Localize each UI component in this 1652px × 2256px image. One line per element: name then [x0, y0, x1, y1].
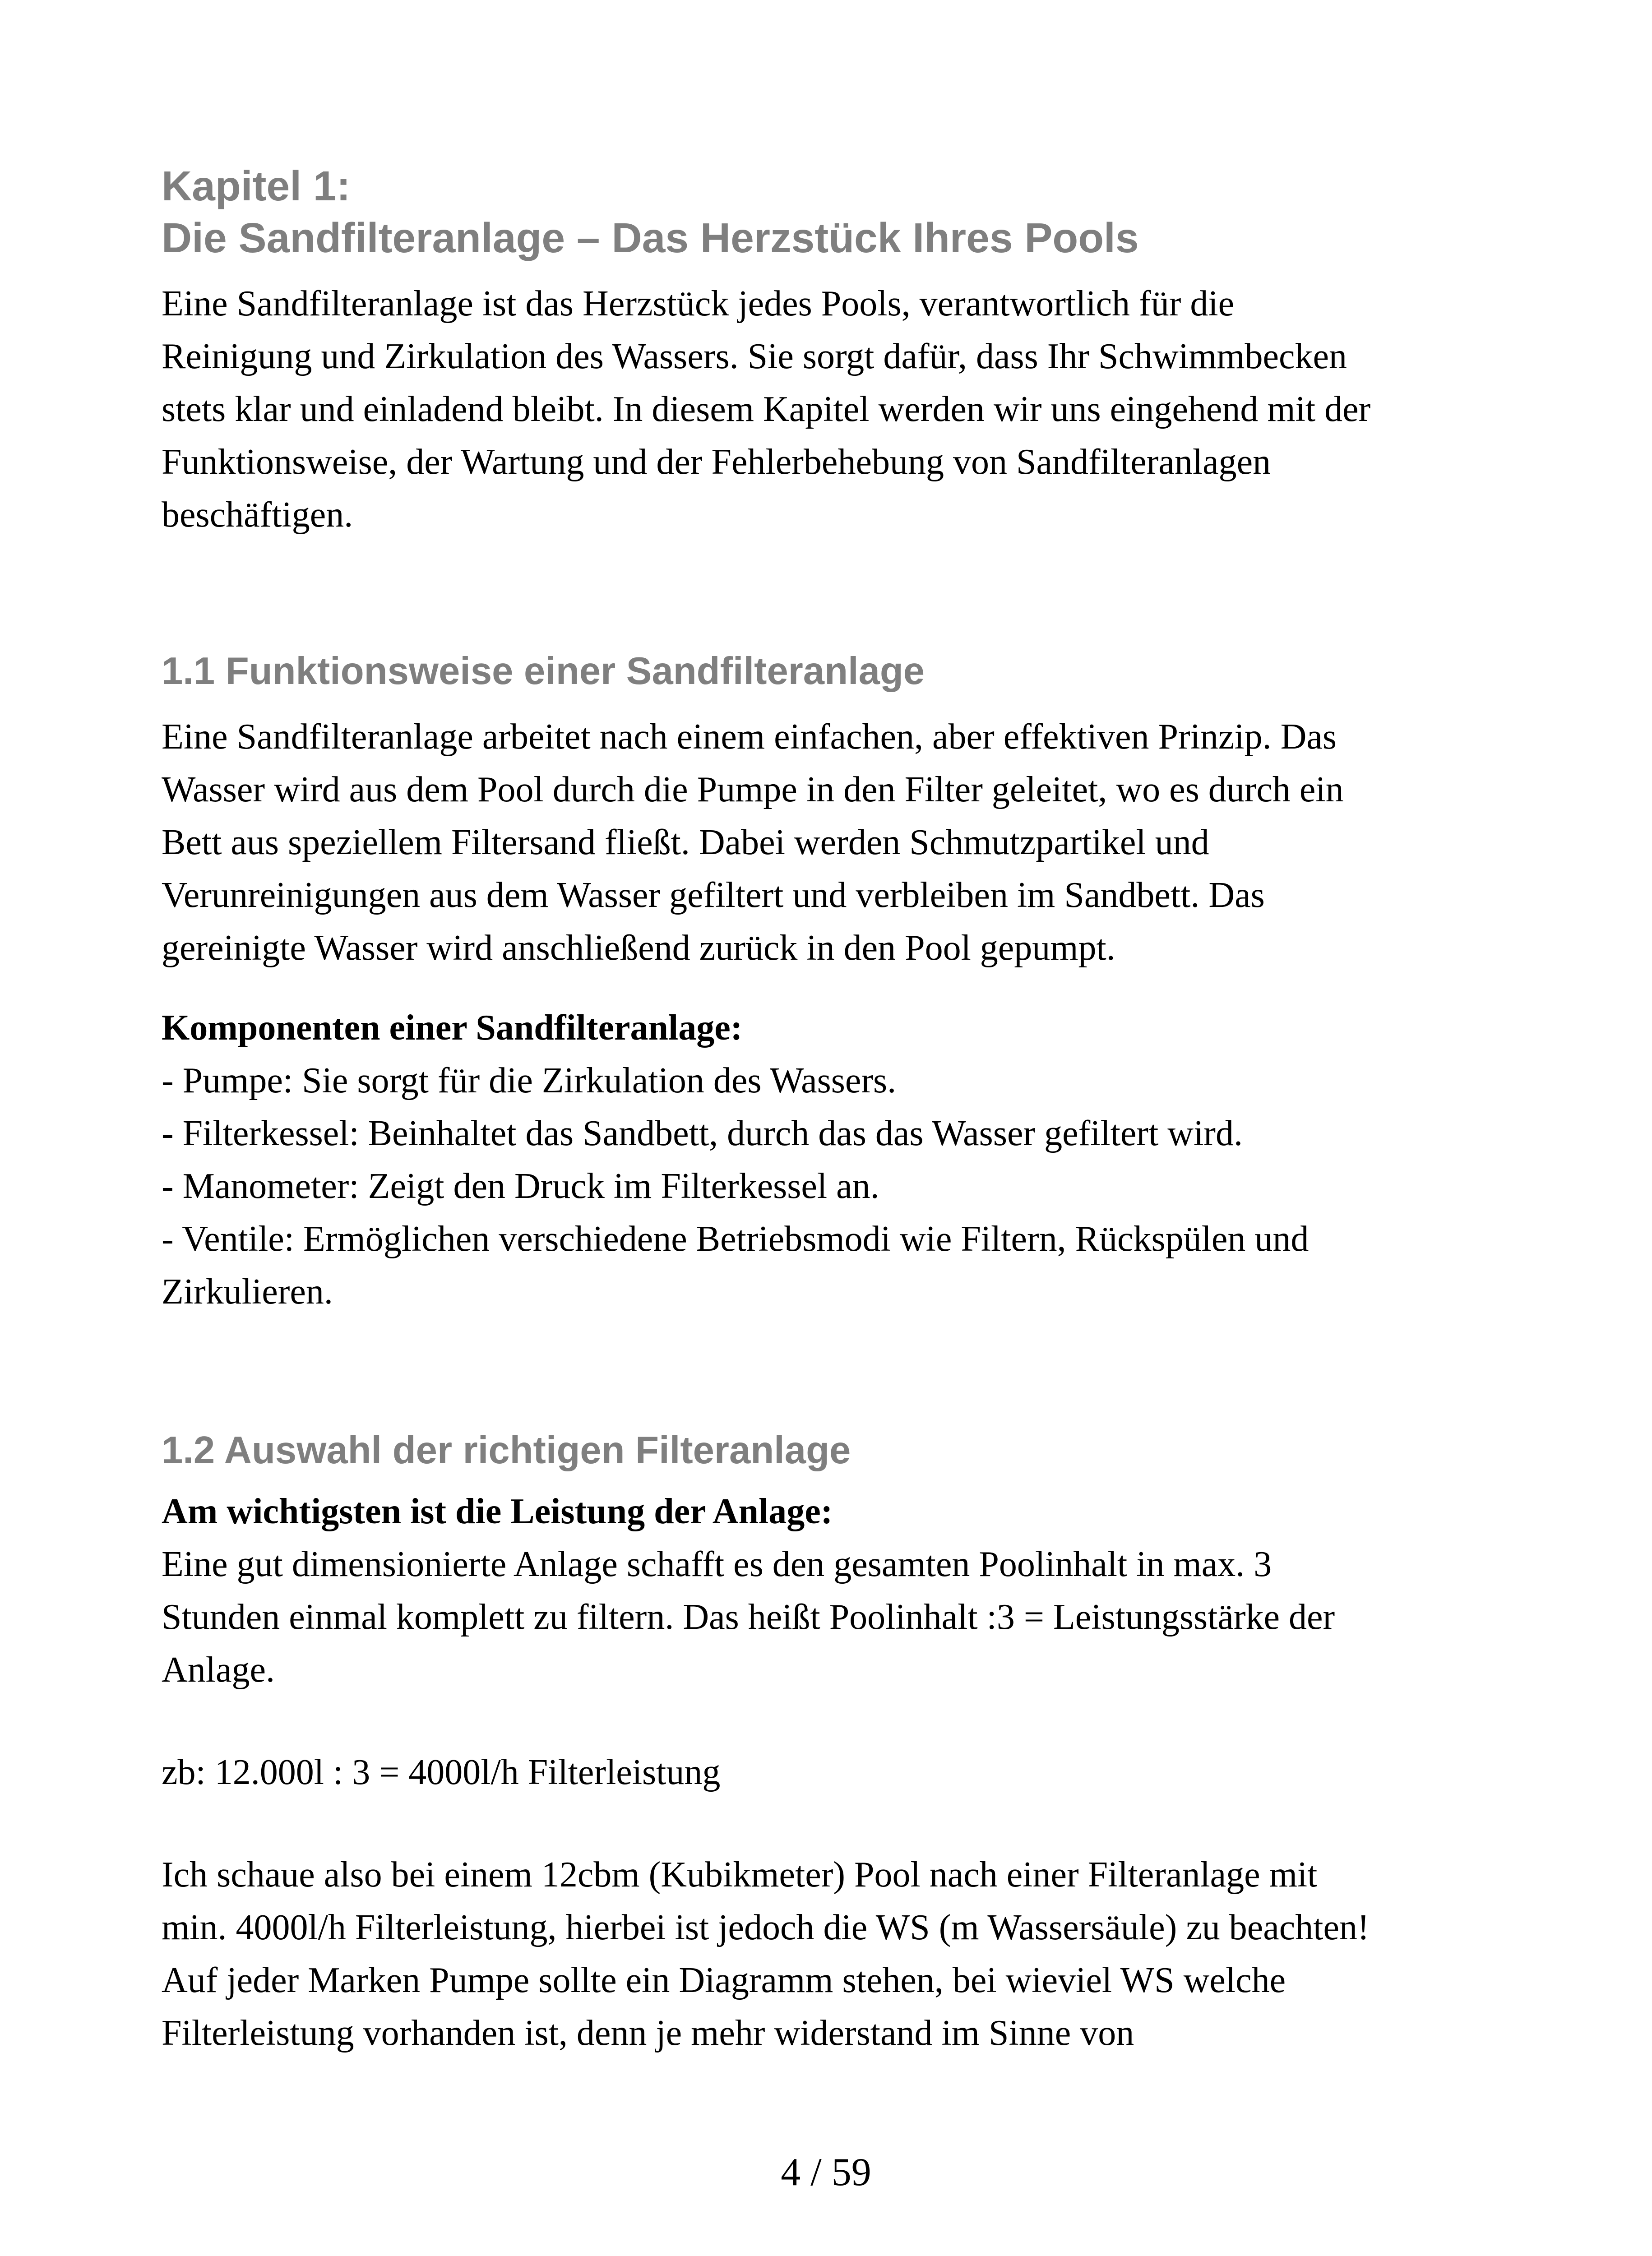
- text-line: gereinigte Wasser wird anschließend zurück in den Pool gepumpt.: [162, 928, 1115, 968]
- components-block: [162, 1002, 1506, 1318]
- components-heading: Komponenten einer Sandfilteranlage:: [162, 1008, 743, 1048]
- text-line: Verunreinigungen aus dem Wasser gefiltert und verbleiben im Sandbett. Das: [162, 875, 1265, 915]
- text-line: Eine Sandfilteranlage ist das Herzstück jedes Pools, verantwortlich für die: [162, 284, 1235, 324]
- text-line: min. 4000l/h Filterleistung, hierbei ist jedoch die WS (m Wassersäule) zu beachten!: [162, 1908, 1370, 1947]
- text-line: Eine Sandfilteranlage arbeitet nach einem einfachen, aber effektiven Prinzip. Das: [162, 717, 1337, 757]
- text-line: Reinigung und Zirkulation des Wassers. Sie sorgt dafür, dass Ihr Schwimmbecken: [162, 337, 1347, 376]
- chapter-intro-paragraph: [162, 277, 1506, 541]
- list-item: - Manometer: Zeigt den Druck im Filterkessel an.: [162, 1166, 879, 1206]
- section-heading-1-1: 1.1 Funktionsweise einer Sandfilteranlage: [162, 650, 925, 693]
- text-line: Auf jeder Marken Pumpe sollte ein Diagramm stehen, bei wieviel WS welche: [162, 1960, 1286, 2000]
- text-line: Anlage.: [162, 1650, 275, 1690]
- example-line: zb: 12.000l : 3 = 4000l/h Filterleistung: [162, 1752, 721, 1792]
- list-item: Zirkulieren.: [162, 1272, 333, 1312]
- bold-lead: Am wichtigsten ist die Leistung der Anlage:: [162, 1492, 833, 1531]
- text-line: Filterleistung vorhanden ist, denn je mehr widerstand im Sinne von: [162, 2013, 1134, 2053]
- text-line: Ich schaue also bei einem 12cbm (Kubikmeter) Pool nach einer Filteranlage mit: [162, 1855, 1318, 1895]
- chapter-heading: [162, 160, 1506, 264]
- list-item: - Ventile: Ermöglichen verschiedene Betriebsmodi wie Filtern, Rückspülen und: [162, 1219, 1309, 1259]
- text-line: Wasser wird aus dem Pool durch die Pumpe in den Filter geleitet, wo es durch ein: [162, 770, 1344, 809]
- section-1-2-block: [162, 1485, 1506, 1697]
- text-line: Funktionsweise, der Wartung und der Fehlerbehebung von Sandfilteranlagen: [162, 442, 1271, 482]
- text-line: stets klar und einladend bleibt. In diesem Kapitel werden wir uns eingehend mit der: [162, 389, 1371, 429]
- list-item: - Filterkessel: Beinhaltet das Sandbett, durch das das Wasser gefiltert wird.: [162, 1114, 1243, 1153]
- chapter-title: Die Sandfilteranlage – Das Herzstück Ihres Pools: [162, 214, 1139, 261]
- text-line: Bett aus speziellem Filtersand fließt. Dabei werden Schmutzpartikel und: [162, 823, 1209, 862]
- section-heading-1-2: 1.2 Auswahl der richtigen Filteranlage: [162, 1429, 851, 1472]
- text-line: Stunden einmal komplett zu filtern. Das heißt Poolinhalt :3 = Leistungsstärke der: [162, 1597, 1335, 1637]
- section-1-2-paragraph-2: [162, 1849, 1506, 2060]
- chapter-label: Kapitel 1:: [162, 162, 351, 209]
- text-line: Eine gut dimensionierte Anlage schafft es den gesamten Poolinhalt in max. 3: [162, 1544, 1272, 1584]
- list-item: - Pumpe: Sie sorgt für die Zirkulation des Wassers.: [162, 1061, 897, 1100]
- page-number: 4 / 59: [781, 2150, 871, 2194]
- page-content: [162, 160, 1506, 2060]
- section-1-1-paragraph: [162, 711, 1506, 975]
- text-line: beschäftigen.: [162, 495, 353, 535]
